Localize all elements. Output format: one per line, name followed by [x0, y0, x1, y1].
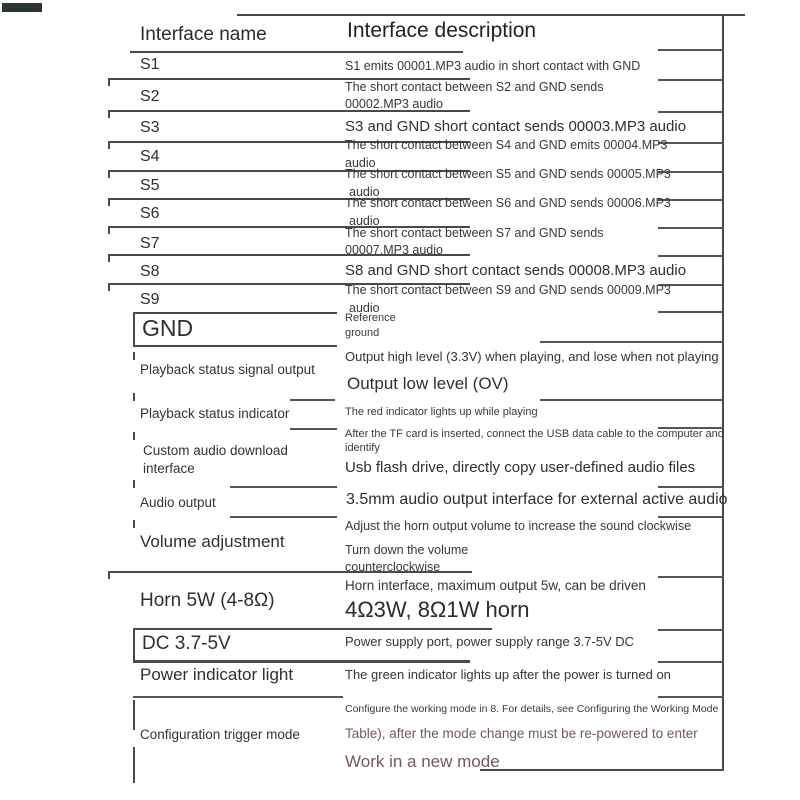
- row-desc-gnd-line2: ground: [345, 327, 380, 339]
- row-separator: [290, 428, 337, 430]
- column-header-interface-description: Interface description: [347, 19, 537, 42]
- row-label-configuration-trigger-mode: Configuration trigger mode: [140, 727, 300, 742]
- row-desc-s4-line2: audio: [345, 156, 376, 170]
- row-label-playback-status-indicator: Playback status indicator: [140, 406, 290, 421]
- row-desc-audio-output: 3.5mm audio output interface for external active audio: [346, 491, 728, 508]
- row-desc-config-line1: Configure the working mode in 8. For details, see Configuring the Working Mode: [345, 703, 719, 715]
- row-label-s8: S8: [140, 263, 160, 280]
- border-tick: [133, 352, 135, 360]
- row-separator: [108, 110, 470, 118]
- row-desc-s7-line2: 00007.MP3 audio: [345, 243, 443, 257]
- row-separator-right: [658, 516, 724, 518]
- row-label-volume-adjustment: Volume adjustment: [140, 532, 285, 551]
- row-separator-right: [658, 227, 724, 229]
- row-desc-volume-line1: Adjust the horn output volume to increase the sound clockwise: [345, 519, 692, 533]
- table-bottom-border: [480, 769, 724, 771]
- row-desc-gnd-line1: Reference: [345, 312, 396, 324]
- row-desc-custom-download-line2: identify: [345, 442, 380, 454]
- row-label-s2: S2: [140, 88, 160, 105]
- row-desc-s6-line1: The short contact between S6 and GND sends 00006.MP3: [345, 196, 671, 210]
- table-top-border: [237, 14, 745, 16]
- scan-artifact: [2, 3, 42, 12]
- row-label-s1: S1: [140, 56, 160, 73]
- row-desc-s2-line1: The short contact between S2 and GND sends: [345, 80, 604, 94]
- row-separator: [133, 696, 343, 698]
- row-separator: [230, 516, 337, 518]
- row-separator-right: [658, 629, 724, 631]
- row-desc-s1: S1 emits 00001.MP3 audio in short contact with GND: [345, 59, 641, 73]
- table-right-border: [722, 14, 724, 771]
- row-separator-right: [540, 341, 724, 343]
- row-separator-right: [658, 142, 724, 144]
- row-label-power-indicator-light: Power indicator light: [140, 665, 294, 684]
- border-tick: [133, 520, 135, 528]
- row-desc-s3: S3 and GND short contact sends 00003.MP3 audio: [345, 118, 687, 135]
- row-label-gnd: GND: [142, 315, 194, 341]
- row-label-playback-status-signal-output: Playback status signal output: [140, 362, 315, 377]
- row-label-horn-5w: Horn 5W (4-8Ω): [140, 590, 275, 611]
- row-desc-s5-line2: audio: [349, 185, 380, 199]
- row-separator-right: [658, 311, 724, 313]
- row-label-custom-audio-download-interface: Custom audio download interface: [143, 443, 288, 477]
- row-desc-s6-line2: audio: [349, 214, 380, 228]
- header-underline: [130, 51, 463, 53]
- dc-cell-bottom: [133, 660, 470, 663]
- row-desc-signal-output-line1: Output high level (3.3V) when playing, and lose when not playing: [345, 349, 719, 364]
- row-separator-right: [658, 576, 724, 578]
- row-desc-status-indicator: The red indicator lights up while playing: [345, 406, 538, 418]
- row-desc-power-indicator: The green indicator lights up after the power is turned on: [345, 667, 671, 682]
- row-desc-s7-line1: The short contact between S7 and GND sends: [345, 226, 604, 240]
- row-desc-s4-line1: The short contact between S4 and GND emits 00004.MP3: [345, 138, 668, 152]
- column-header-interface-name: Interface name: [140, 24, 267, 45]
- border-tick: [133, 747, 135, 783]
- row-separator-right: [658, 111, 724, 113]
- row-separator: [290, 399, 335, 401]
- border-tick: [133, 393, 135, 401]
- row-label-s4: S4: [140, 148, 160, 165]
- border-tick: [133, 432, 135, 440]
- row-desc-s9-line1: The short contact between S9 and GND sends 00009.MP3: [345, 283, 671, 297]
- border-tick: [133, 700, 135, 730]
- row-desc-config-line3: Work in a new mode: [345, 752, 500, 771]
- row-label-s3: S3: [140, 119, 160, 136]
- row-separator-right: [658, 486, 724, 488]
- row-label-s7: S7: [140, 235, 160, 252]
- row-separator-right: [658, 255, 724, 257]
- row-label-s6: S6: [140, 205, 160, 222]
- row-separator-right: [540, 399, 724, 401]
- row-desc-config-line2: Table), after the mode change must be re-powered to enter: [345, 726, 698, 741]
- border-tick: [133, 480, 135, 488]
- row-separator-right: [658, 661, 724, 663]
- row-separator-right: [658, 79, 724, 81]
- row-separator-right: [658, 696, 724, 698]
- row-desc-s9-line2: audio: [349, 301, 380, 315]
- row-label-audio-output: Audio output: [140, 495, 216, 510]
- row-desc-s8: S8 and GND short contact sends 00008.MP3 audio: [345, 262, 687, 279]
- row-desc-signal-output-line2: Output low level (OV): [347, 374, 509, 393]
- row-separator: [230, 486, 337, 488]
- row-desc-custom-download-line3: Usb flash drive, directly copy user-defined audio files: [345, 459, 696, 476]
- row-desc-custom-download-line1: After the TF card is inserted, connect the USB data cable to the computer and: [345, 428, 724, 440]
- row-label-s9: S9: [140, 291, 160, 308]
- row-desc-s2-line2: 00002.MP3 audio: [345, 97, 443, 111]
- row-desc-horn-line2: 4Ω3W, 8Ω1W horn: [345, 597, 530, 622]
- row-label-s5: S5: [140, 177, 160, 194]
- row-desc-dc-power: Power supply port, power supply range 3.7-5V DC: [345, 634, 635, 649]
- row-label-dc-3-7-5v: DC 3.7-5V: [142, 633, 231, 654]
- row-desc-s5-line1: The short contact between S5 and GND sends 00005.MP3: [345, 167, 671, 181]
- row-desc-horn-line1: Horn interface, maximum output 5w, can be driven: [345, 578, 646, 593]
- row-desc-volume-line2: Turn down the volume: [345, 543, 469, 557]
- row-separator-right: [658, 49, 724, 51]
- row-desc-volume-line3: counterclockwise: [345, 560, 441, 574]
